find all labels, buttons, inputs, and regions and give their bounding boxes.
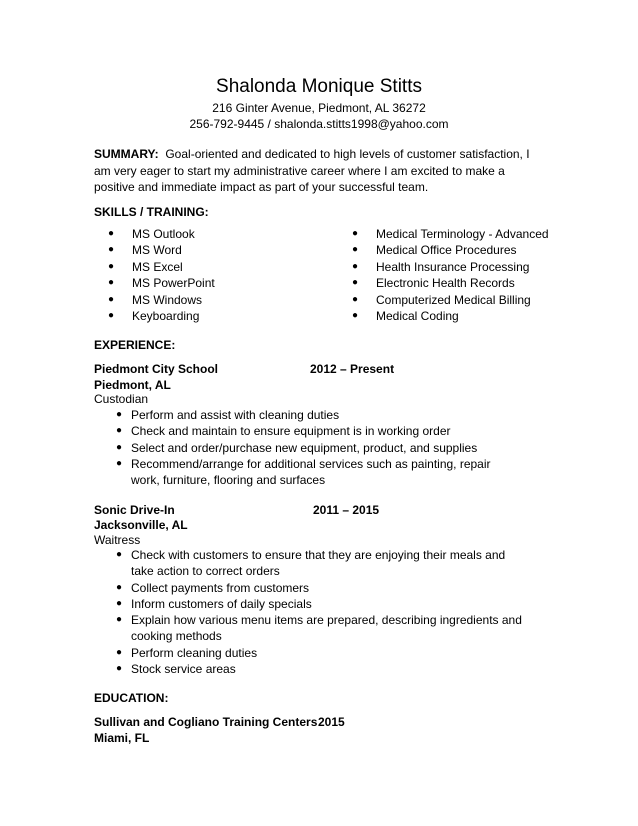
address-line: 216 Ginter Avenue, Piedmont, AL 36272 — [212, 101, 426, 115]
skill-item: ● Health Insurance Processing — [352, 259, 530, 274]
bullet-icon: ● — [108, 260, 115, 272]
duty-item: ● Check with customers to ensure that they are enjoying their meals and take action to correct orders — [116, 548, 506, 579]
education-school: Sullivan and Cogliano Training Centers — [94, 715, 318, 729]
bullet-icon: ● — [108, 277, 115, 289]
summary-label: SUMMARY: — [94, 147, 159, 161]
job-dates: 2011 – 2015 — [313, 503, 380, 517]
contact-line: 256-792-9445 / shalonda.stitts1998@yahoo.com — [189, 117, 449, 131]
job-location: Jacksonville, AL — [94, 518, 188, 532]
skill-item: ● Medical Coding — [352, 308, 459, 323]
bullet-icon: ● — [116, 614, 123, 626]
duty-item: ● Check and maintain to ensure equipment is in working order — [116, 424, 451, 439]
skill-item: ● MS PowerPoint — [108, 276, 215, 291]
duty-item: ● Recommend/arrange for additional services such as painting, repair work, furniture, flooring and surfaces — [116, 456, 491, 488]
bullet-icon: ● — [116, 441, 123, 453]
bullet-icon: ● — [352, 277, 359, 289]
bullet-icon: ● — [116, 457, 123, 469]
job-title: Waitress — [94, 533, 141, 547]
bullet-icon: ● — [116, 663, 123, 675]
duty-item: ● Perform and assist with cleaning duties — [116, 408, 340, 422]
job-employer: Piedmont City School — [94, 362, 219, 376]
job-employer: Sonic Drive-In — [94, 503, 175, 517]
skill-item: ● MS Word — [108, 243, 182, 258]
resume-name: Shalonda Monique Stitts — [216, 76, 422, 97]
job-dates: 2012 – Present — [310, 362, 395, 376]
skill-item: ● Medical Office Procedures — [352, 243, 517, 258]
skills-list-right — [352, 226, 549, 324]
job-duties — [116, 407, 516, 488]
bullet-icon: ● — [108, 244, 115, 256]
skill-item: ● Medical Terminology - Advanced — [352, 227, 549, 241]
bullet-icon: ● — [116, 425, 123, 437]
bullet-icon: ● — [108, 228, 115, 239]
job-location: Piedmont, AL — [94, 378, 171, 392]
skill-item: ● MS Excel — [108, 259, 183, 274]
bullet-icon: ● — [352, 293, 359, 305]
duty-item: ● Explain how various menu items are prepared, describing ingredients and cooking methods — [116, 613, 522, 644]
summary-paragraph — [94, 146, 544, 196]
bullet-icon: ● — [352, 228, 359, 239]
duty-item: ● Perform cleaning duties — [116, 645, 258, 660]
duty-item: ● Select and order/purchase new equipment, product, and supplies — [116, 440, 478, 455]
bullet-icon: ● — [116, 646, 123, 658]
bullet-icon: ● — [116, 597, 123, 609]
bullet-icon: ● — [352, 309, 359, 321]
education-year: 2015 — [318, 715, 345, 729]
experience-heading: EXPERIENCE: — [94, 338, 176, 352]
skill-item: ● Computerized Medical Billing — [352, 292, 531, 307]
skill-item: ● Electronic Health Records — [352, 276, 515, 291]
duty-item: ● Inform customers of daily specials — [116, 596, 312, 611]
duty-item: ● Collect payments from customers — [116, 580, 310, 595]
job-title: Custodian — [94, 392, 149, 406]
summary-text: Goal-oriented and dedicated to high levels of customer satisfaction, I am very eager to start my administrative career where I am excited to make a positive and immediate impact as part of your successful team. — [94, 147, 530, 194]
education-heading: EDUCATION: — [94, 691, 169, 705]
bullet-icon: ● — [116, 549, 123, 560]
duty-item: ● Stock service areas — [116, 662, 236, 677]
bullet-icon: ● — [108, 309, 115, 321]
education-location: Miami, FL — [94, 731, 150, 745]
skills-heading: SKILLS / TRAINING: — [94, 205, 209, 219]
bullet-icon: ● — [352, 260, 359, 272]
bullet-icon: ● — [116, 409, 123, 420]
skills-list-left — [108, 226, 215, 324]
skill-item: ● MS Windows — [108, 292, 203, 307]
job-duties — [116, 547, 522, 677]
skill-item: ● MS Outlook — [108, 227, 195, 241]
bullet-icon: ● — [352, 244, 359, 256]
bullet-icon: ● — [116, 581, 123, 593]
bullet-icon: ● — [108, 293, 115, 305]
skill-item: ● Keyboarding — [108, 308, 200, 323]
